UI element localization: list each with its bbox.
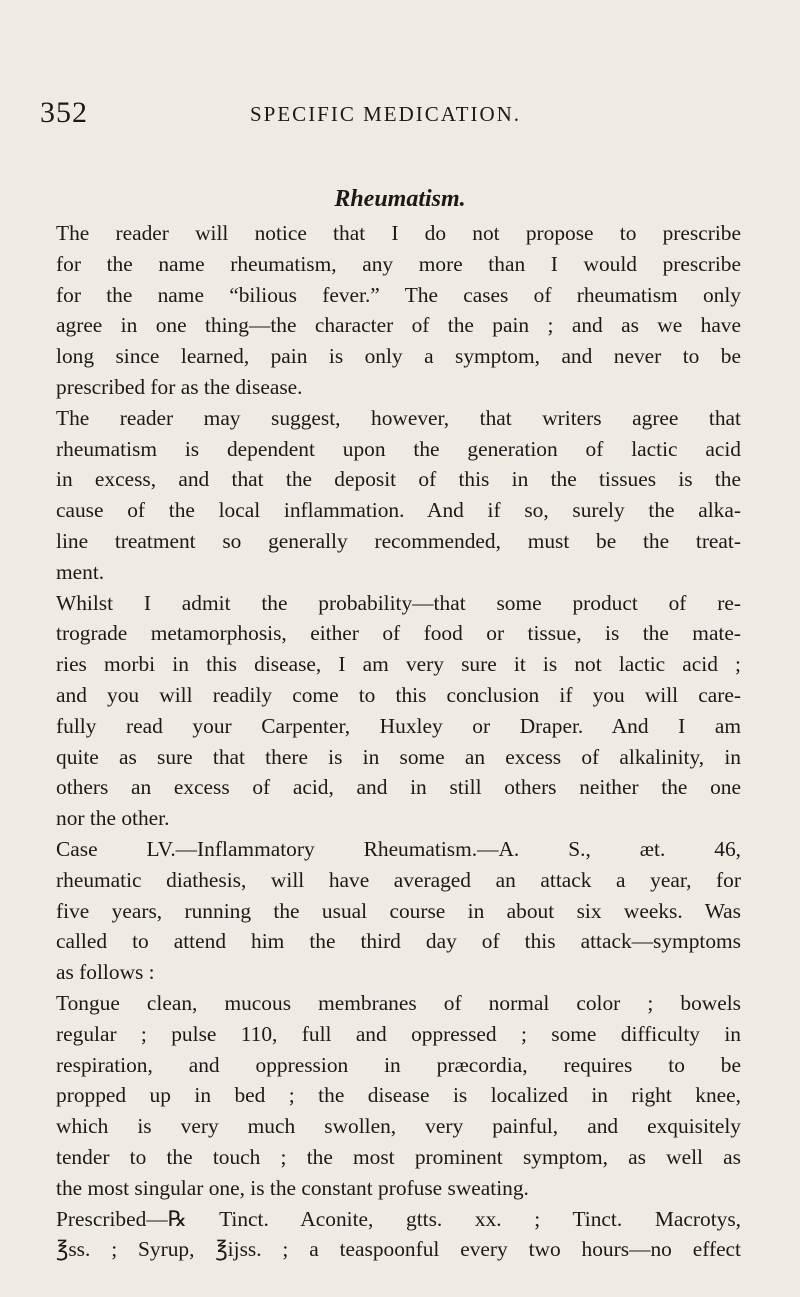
text-line: fully read your Carpenter, Huxley or Draper. And I am [56, 713, 741, 738]
section-title: Rheumatism. [334, 186, 466, 212]
text-line: nor the other. [56, 806, 170, 831]
text-line: cause of the local inflammation. And if so, surely the alka- [56, 498, 741, 523]
running-title: SPECIFIC MEDICATION. [250, 102, 522, 126]
text-line: ment. [56, 559, 105, 584]
text-line: regular ; pulse 110, full and oppressed ; some difficulty in [56, 1021, 741, 1046]
text-line: respiration, and oppression in præcordia, requires to be [56, 1052, 741, 1077]
text-line: Tongue clean, mucous membranes of normal color ; bowels [56, 990, 741, 1015]
body-text [56, 218, 741, 1265]
text-line: Case LV.—Inflammatory Rheumatism.—A. S., æt. 46, [56, 836, 741, 861]
text-line: for the name rheumatism, any more than I would prescribe [56, 251, 741, 276]
text-line: as follows : [56, 960, 155, 985]
text-line: trograde metamorphosis, either of food or tissue, is the mate- [56, 621, 741, 646]
text-line: line treatment so generally recommended, must be the treat- [56, 528, 741, 553]
text-line: The reader may suggest, however, that writers agree that [56, 405, 741, 430]
text-line: The reader will notice that I do not propose to prescribe [56, 221, 741, 245]
text-line: Prescribed—℞ Tinct. Aconite, gtts. xx. ; Tinct. Macrotys, [56, 1206, 741, 1231]
text-line: and you will readily come to this conclusion if you will care- [56, 682, 741, 707]
text-line: propped up in bed ; the disease is localized in right knee, [56, 1083, 741, 1108]
text-line: rheumatism is dependent upon the generation of lactic acid [56, 436, 741, 461]
text-line: ries morbi in this disease, I am very sure it is not lactic acid ; [56, 652, 741, 677]
text-line: quite as sure that there is in some an excess of alkalinity, in [56, 744, 741, 769]
text-line: for the name “bilious fever.” The cases of rheumatism only [56, 282, 741, 307]
text-line: called to attend him the third day of this attack—symptoms [56, 929, 741, 954]
page-number: 352 [40, 96, 88, 129]
text-line: long since learned, pain is only a symptom, and never to be [56, 344, 741, 369]
text-line: others an excess of acid, and in still others neither the one [56, 775, 741, 800]
text-line: tender to the touch ; the most prominent symptom, as well as [56, 1144, 741, 1169]
text-line: five years, running the usual course in about six weeks. Was [56, 898, 741, 923]
text-line: the most singular one, is the constant profuse sweating. [56, 1175, 529, 1200]
text-line: ℥ss. ; Syrup, ℥ijss. ; a teaspoonful every two hours—no effect [56, 1237, 741, 1262]
text-line: in excess, and that the deposit of this in the tissues is the [56, 467, 741, 492]
text-line: rheumatic diathesis, will have averaged an attack a year, for [56, 867, 741, 892]
text-line: agree in one thing—the character of the pain ; and as we have [56, 313, 741, 338]
running-head [40, 96, 740, 136]
text-line: which is very much swollen, very painful, and exquisitely [56, 1114, 741, 1139]
text-line: Whilst I admit the probability—that some product of re- [56, 590, 741, 615]
text-line: prescribed for as the disease. [56, 374, 303, 399]
